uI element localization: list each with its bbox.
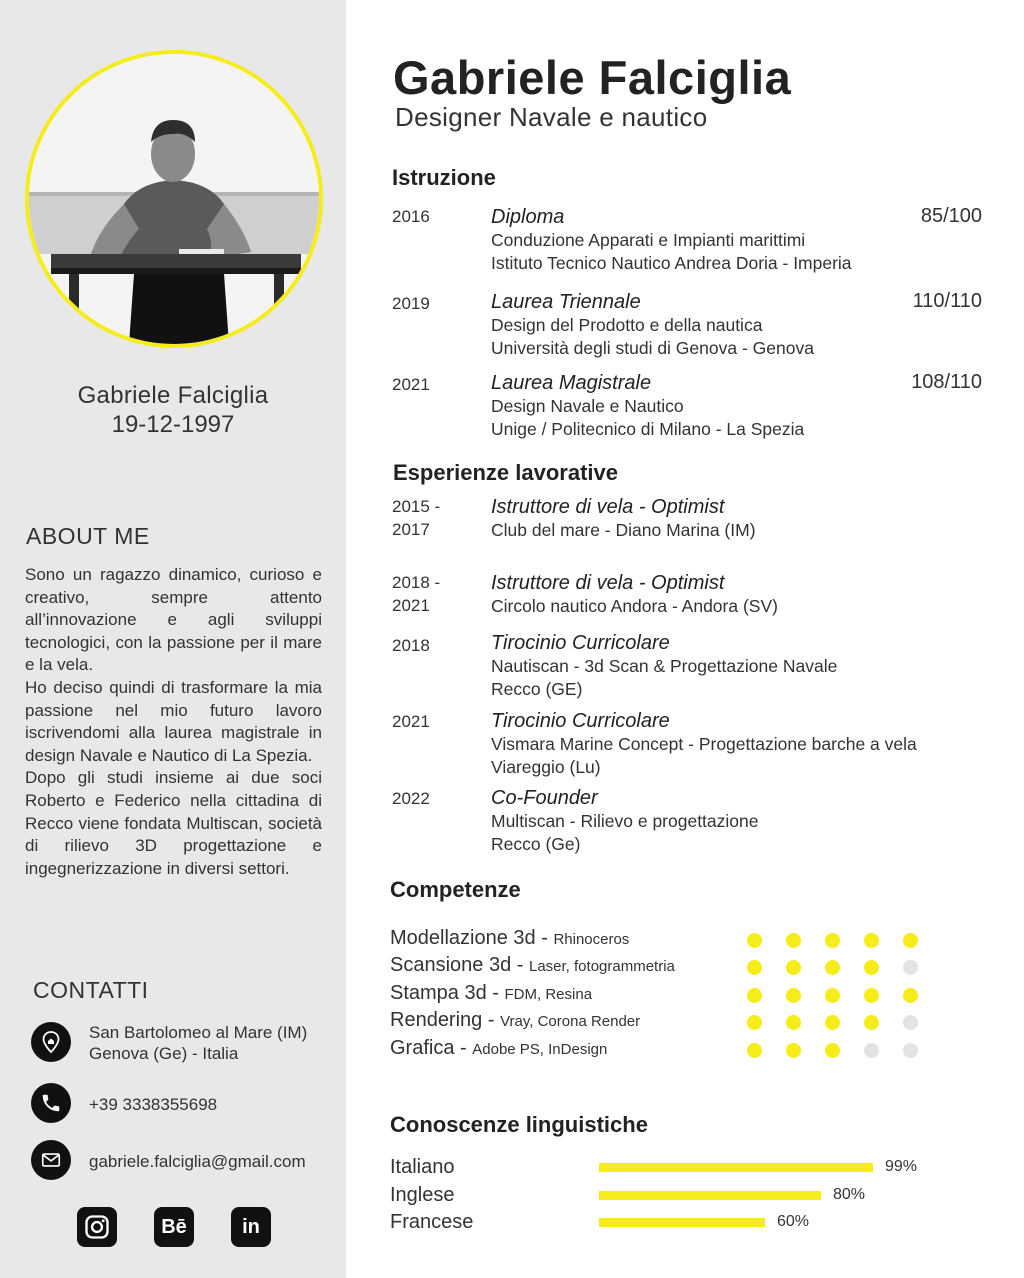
skill-separator: - (482, 1009, 501, 1031)
skill-name: Scansione 3d (390, 954, 512, 976)
experience-year-end: 2017 (392, 520, 430, 539)
language-row (390, 1211, 950, 1237)
experience-line: Viareggio (Lu) (491, 757, 601, 777)
skill-level-dot (825, 960, 840, 975)
sidebar-birthdate: 19-12-1997 (111, 411, 235, 438)
experience-year: 2022 (392, 789, 430, 808)
email-address[interactable]: gabriele.falciglia@gmail.com (89, 1152, 306, 1171)
about-paragraph: Dopo gli studi insieme ai due soci Roberto e Federico nella cittadina di Recco viene fondata Multiscan, società di rilievo 3D progettazione e ingegnerizzazione in diversi settori. (25, 768, 322, 878)
experience-item (392, 786, 982, 858)
experience-heading: Esperienze lavorative (393, 460, 619, 485)
address-line-2: Genova (Ge) - Italia (89, 1044, 239, 1063)
experience-year (392, 495, 440, 541)
experience-line: Vismara Marine Concept - Progettazione barche a vela (491, 734, 917, 754)
language-level-bar (599, 1191, 821, 1200)
instagram-icon[interactable] (77, 1207, 117, 1247)
skill-tools: Rhinoceros (553, 931, 630, 948)
experience-title: Istruttore di vela - Optimist (491, 496, 725, 518)
experience-line: Nautiscan - 3d Scan & Progettazione Navale (491, 656, 838, 676)
address-line-1: San Bartolomeo al Mare (IM) (89, 1023, 308, 1042)
phone-number[interactable]: +39 3338355698 (89, 1095, 218, 1114)
language-percent: 60% (777, 1213, 810, 1230)
language-row (390, 1184, 950, 1210)
skill-name: Stampa 3d (390, 982, 487, 1004)
about-me-heading: ABOUT ME (26, 523, 150, 549)
experience-line: Recco (GE) (491, 679, 583, 699)
email-icon (31, 1140, 71, 1180)
contact-phone (31, 1083, 217, 1123)
skill-tools: Adobe PS, InDesign (472, 1041, 608, 1058)
skill-level-dot (786, 1043, 801, 1058)
skill-level-dot (786, 1015, 801, 1030)
skill-level-dot (825, 1015, 840, 1030)
about-paragraph: Ho deciso quindi di trasformare la mia passione nel mio futuro lavoro iscrivendomi alla laurea magistrale in design Navale e Nautico di La Spezia. (25, 677, 322, 765)
experience-line: Circolo nautico Andora - Andora (SV) (491, 596, 778, 616)
languages-heading: Conoscenze linguistiche (390, 1112, 648, 1137)
skill-level-dot (825, 1043, 840, 1058)
experience-line: Club del mare - Diano Marina (IM) (491, 520, 756, 540)
social-links (77, 1207, 271, 1247)
skill-level-dot (903, 1015, 918, 1030)
experience-title: Tirocinio Curricolare (491, 632, 670, 654)
experience-item (392, 631, 982, 703)
language-level-bar (599, 1218, 765, 1227)
skill-level-dot (786, 960, 801, 975)
education-line: Conduzione Apparati e Impianti marittimi (491, 230, 806, 250)
about-me-text (25, 564, 322, 880)
skill-row (390, 1009, 930, 1035)
experience-year-start: 2015 - (392, 497, 441, 516)
experience-year: 2021 (392, 712, 430, 731)
skill-level-dot (903, 988, 918, 1003)
experience-line: Recco (Ge) (491, 834, 581, 854)
education-heading: Istruzione (392, 165, 496, 190)
sidebar-name: Gabriele Falciglia (77, 382, 269, 409)
experience-title: Tirocinio Curricolare (491, 710, 670, 732)
experience-item (392, 709, 982, 781)
contact-email (31, 1140, 306, 1180)
skill-row (390, 982, 930, 1008)
job-title: Designer Navale e nautico (395, 102, 708, 132)
education-title: Laurea Magistrale (491, 372, 652, 394)
education-year: 2021 (392, 375, 430, 394)
skill-level-dot (747, 960, 762, 975)
skill-name: Modellazione 3d (390, 927, 536, 949)
contact-address (31, 1022, 307, 1064)
language-level-bar (599, 1163, 873, 1172)
skill-level-dot (825, 988, 840, 1003)
about-paragraph: Sono un ragazzo dinamico, curioso e creativo, sempre attento all’innovazione e agli sviluppi tecnologici, con la passione per il mare e la vela. (25, 565, 322, 675)
education-line: Unige / Politecnico di Milano - La Spezia (491, 419, 805, 439)
skill-row (390, 927, 930, 953)
skill-level-dot (747, 988, 762, 1003)
skill-name: Grafica (390, 1037, 455, 1059)
skill-level-dot (825, 933, 840, 948)
language-name: Francese (390, 1211, 474, 1233)
skill-level-dot (903, 933, 918, 948)
language-name: Inglese (390, 1184, 455, 1206)
phone-icon (31, 1083, 71, 1123)
experience-year (392, 571, 440, 617)
experience-title: Co-Founder (491, 787, 598, 809)
education-year: 2016 (392, 207, 430, 226)
education-item (392, 371, 982, 443)
location-icon (31, 1022, 71, 1062)
sidebar (0, 0, 346, 1278)
skill-separator: - (486, 982, 505, 1004)
skill-level-dot (747, 1015, 762, 1030)
education-title: Laurea Triennale (491, 291, 641, 313)
skill-level-dot (903, 1043, 918, 1058)
skill-row (390, 1037, 930, 1063)
profile-photo (25, 50, 323, 348)
contacts-heading: CONTATTI (33, 977, 149, 1003)
education-item (392, 205, 982, 277)
experience-year: 2018 (392, 636, 430, 655)
education-grade: 108/110 (911, 371, 982, 393)
language-percent: 80% (833, 1186, 866, 1203)
education-title: Diploma (491, 206, 565, 228)
behance-icon[interactable]: Bē (154, 1207, 194, 1247)
skill-level-dot (864, 1043, 879, 1058)
experience-year-start: 2018 - (392, 573, 441, 592)
skill-tools: Laser, fotogrammetria (528, 958, 675, 975)
language-row (390, 1156, 950, 1182)
language-name: Italiano (390, 1156, 455, 1178)
experience-year-end: 2021 (392, 596, 430, 615)
education-line: Istituto Tecnico Nautico Andrea Doria - Imperia (491, 253, 852, 273)
experience-item (392, 495, 982, 545)
education-year: 2019 (392, 294, 430, 313)
skill-level-dot (864, 988, 879, 1003)
skill-tools: FDM, Resina (504, 986, 593, 1003)
skill-separator: - (535, 927, 554, 949)
education-grade: 85/100 (920, 205, 982, 227)
skill-level-dot (747, 933, 762, 948)
experience-title: Istruttore di vela - Optimist (491, 572, 725, 594)
skill-row (390, 954, 930, 980)
skill-level-dot (864, 960, 879, 975)
skills-heading: Competenze (390, 877, 521, 902)
education-line: Università degli studi di Genova - Genova (491, 338, 814, 358)
education-grade: 110/110 (912, 290, 982, 312)
experience-item (392, 571, 982, 621)
skill-tools: Vray, Corona Render (500, 1013, 641, 1030)
education-line: Design Navale e Nautico (491, 396, 684, 416)
skill-level-dot (786, 988, 801, 1003)
skill-level-dot (786, 933, 801, 948)
skill-level-dot (864, 1015, 879, 1030)
skill-name: Rendering (390, 1009, 483, 1031)
linkedin-icon[interactable]: in (231, 1207, 271, 1247)
education-item (392, 290, 982, 362)
skill-level-dot (903, 960, 918, 975)
page-title: Gabriele Falciglia (393, 51, 792, 104)
experience-line: Multiscan - Rilievo e progettazione (491, 811, 759, 831)
skill-level-dot (747, 1043, 762, 1058)
skill-level-dot (864, 933, 879, 948)
skill-separator: - (511, 954, 529, 976)
skill-separator: - (454, 1037, 473, 1059)
language-percent: 99% (885, 1158, 918, 1175)
education-line: Design del Prodotto e della nautica (491, 315, 763, 335)
